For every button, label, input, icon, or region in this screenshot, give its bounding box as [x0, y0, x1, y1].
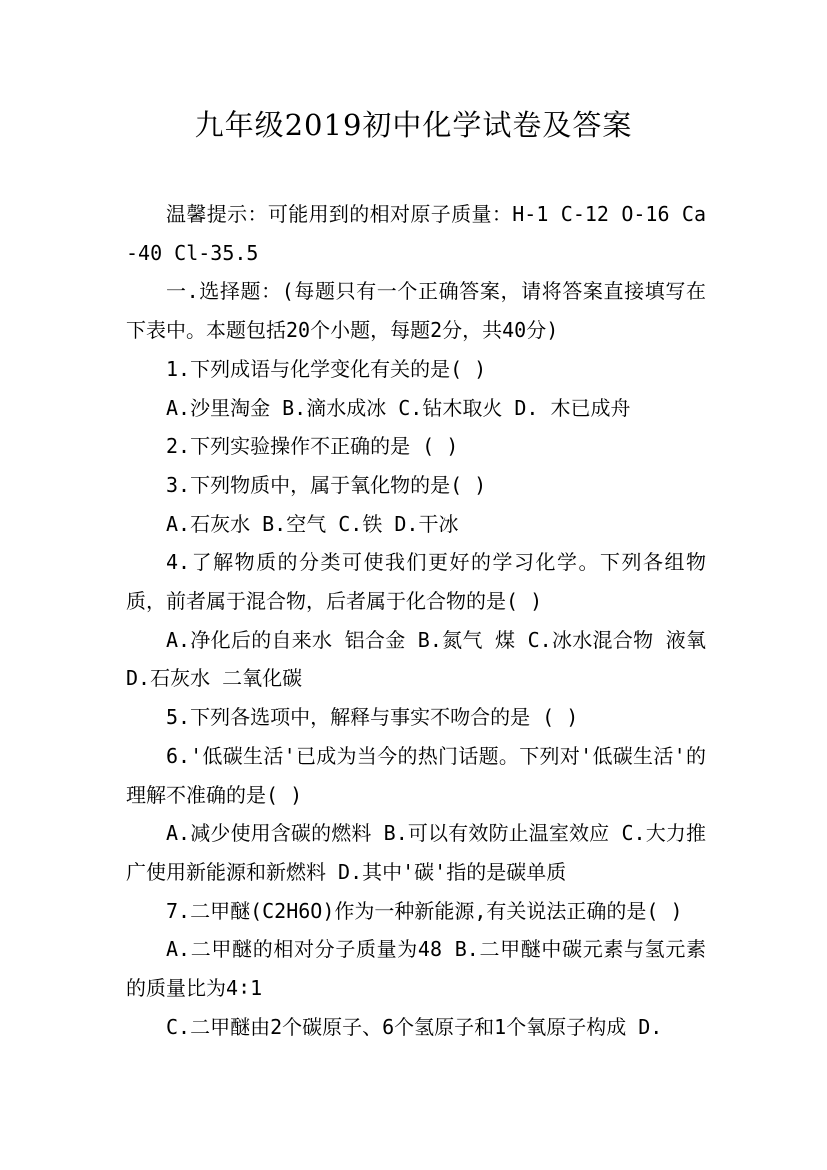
- question-1-options: A.沙里淘金 B.滴水成冰 C.钻木取火 D. 木已成舟: [166, 395, 631, 420]
- question-7-options-a-b: A.二甲醚的相对分子质量为48 B.二甲醚中碳元素与氢元素的质量比为4∶1: [126, 937, 706, 1001]
- question-7-options-c-d: C.二甲醚由2个碳原子、6个氢原子和1个氧原子构成 D.: [166, 1014, 663, 1039]
- question-2: 2.下列实验操作不正确的是 ( ): [166, 434, 459, 459]
- question-3: 3.下列物质中，属于氧化物的是( ): [166, 472, 487, 497]
- question-4-options: A.净化后的自来水 铝合金 B.氮气 煤 C.冰水混合物 液氧 D.石灰水 二氧化碳: [126, 627, 706, 691]
- paragraph-tip: 温馨提示：可能用到的相对原子质量：H-1 C-12 O-16 Ca-40 Cl-35.5: [126, 202, 706, 265]
- question-5: 5.下列各选项中，解释与事实不吻合的是 ( ): [166, 705, 579, 730]
- paragraph-section-heading: 一.选择题：(每题只有一个正确答案，请将答案直接填写在下表中。本题包括20个小题，每题2分，共40分): [126, 279, 706, 343]
- question-3-options: A.石灰水 B.空气 C.铁 D.干冰: [166, 511, 459, 536]
- question-4: 4.了解物质的分类可使我们更好的学习化学。下列各组物质，前者属于混合物，后者属于化合物的是( ): [126, 550, 706, 614]
- question-7: 7.二甲醚(C2H6O)作为一种新能源,有关说法正确的是( ): [166, 898, 683, 923]
- question-6-options: A.减少使用含碳的燃料 B.可以有效防止温室效应 C.大力推广使用新能源和新燃料 D.其中'碳'指的是碳单质: [126, 821, 706, 884]
- document-body: [126, 195, 706, 1046]
- question-1: 1.下列成语与化学变化有关的是( ): [166, 356, 487, 381]
- document-title: 九年级2019初中化学试卷及答案: [194, 108, 633, 142]
- question-6: 6.'低碳生活'已成为当今的热门话题。下列对'低碳生活'的理解不准确的是( ): [126, 743, 706, 807]
